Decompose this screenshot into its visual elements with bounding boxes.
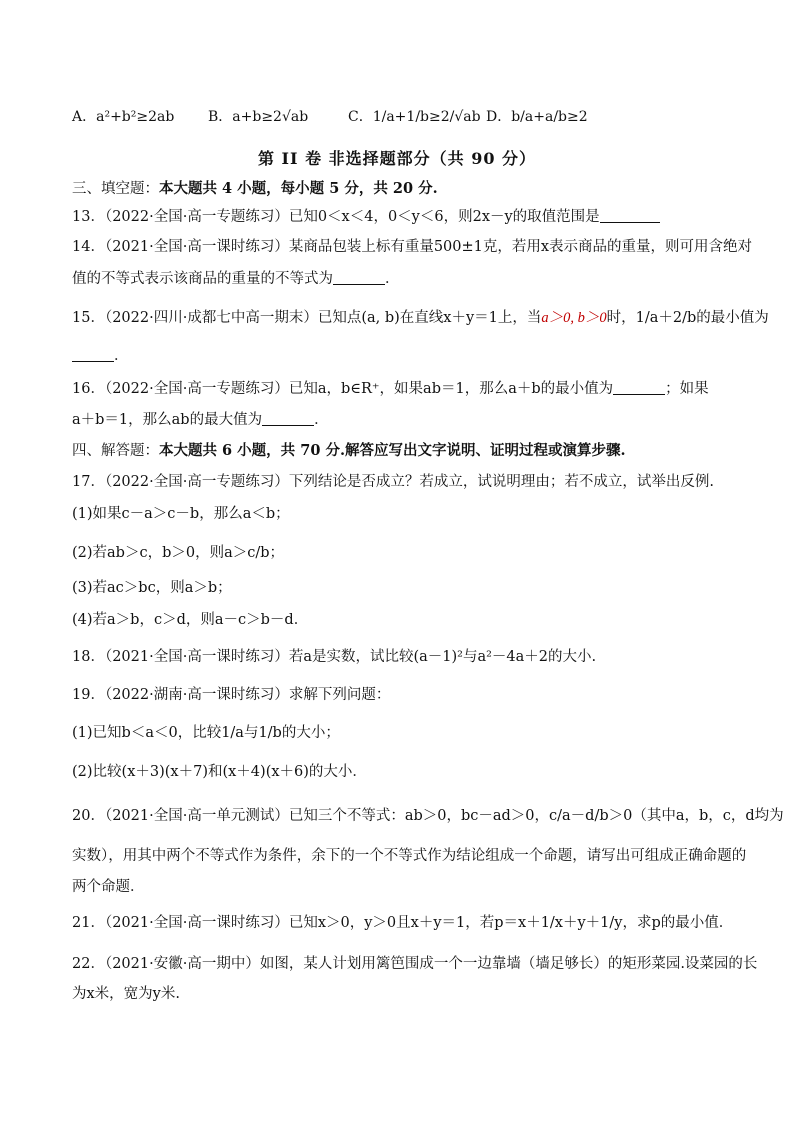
choice-a: A．a²+b²≥2ab [72, 109, 175, 125]
question-15-text-b: 时，1/a＋2/b的最小值为 [606, 310, 769, 326]
question-16-text-a: 16．（2022·全国·高一专题练习）已知a，b∈R⁺，如果ab＝1，那么a＋b的最小值为 [72, 381, 614, 397]
question-20-line-2: 实数），用其中两个不等式作为条件，余下的一个不等式作为结论组成一个命题，请写出可组成正确命题的 [72, 848, 747, 864]
question-16-text-b: ；如果 [665, 381, 709, 397]
question-17-part-3: (3)若ac＞bc，则a＞b； [72, 580, 232, 596]
question-22-line-2: 为x米，宽为y米. [72, 986, 180, 1002]
question-14-line-2: 值的不等式表示该商品的重量的不等式为 ． [72, 271, 400, 287]
question-22-line-1: 22．（2021·安徽·高一期中）如图，某人计划用篱笆围成一个一边靠墙（墙足够长）的矩形菜园.设菜园的长 [72, 956, 758, 972]
question-17: 17．（2022·全国·高一专题练习）下列结论是否成立？若成立，试说明理由；若不成立，试举出反例. [72, 474, 714, 490]
question-15-text-a: 15．（2022·四川·成都七中高一期末）已知点(a, b)在直线x＋y＝1上，当 [72, 310, 542, 326]
question-19: 19．（2022·湖南·高一课时练习）求解下列问题： [72, 687, 391, 703]
answer-blank[interactable] [262, 411, 314, 426]
answer-blank[interactable] [333, 270, 385, 285]
choice-d: D．b/a+a/b≥2 [486, 109, 588, 125]
question-16-line-2: a＋b＝1，那么ab的最大值为 ． [72, 412, 329, 428]
question-15-line-1 [72, 307, 769, 329]
choice-c: C．1/a+1/b≥2/√ab [348, 109, 481, 125]
question-20-line-1: 20．（2021·全国·高一单元测试）已知三个不等式：ab＞0，bc－ad＞0，c/a－d/b＞0（其中a，b，c，d均为 [72, 808, 784, 824]
choice-b: B．a+b≥2√ab [208, 109, 309, 125]
question-16-text-c: a＋b＝1，那么ab的最大值为 [72, 412, 263, 428]
question-13-text: 13．（2022·全国·高一专题练习）已知0＜x＜4，0＜y＜6，则2x－y的取值范围是 [72, 209, 600, 225]
question-19-part-1: (1)已知b＜a＜0，比较1/a与1/b的大小； [72, 725, 340, 741]
part4-heading-prefix: 四、解答题： [72, 443, 159, 459]
question-13 [72, 206, 732, 228]
part3-heading [72, 178, 732, 200]
part4-heading-bold: 本大题共 6 小题，共 70 分.解答应写出文字说明、证明过程或演算步骤. [159, 442, 626, 459]
question-17-part-4: (4)若a＞b，c＞d，则a－c＞b－d． [72, 612, 309, 628]
question-14-line-1: 14．（2021·全国·高一课时练习）某商品包装上标有重量500±1克，若用x表示商品的重量，则可用含绝对 [72, 239, 753, 255]
question-20-line-3: 两个命题． [72, 879, 145, 895]
answer-blank[interactable] [613, 380, 665, 395]
question-15-condition: a＞0, b＞0 [541, 310, 607, 326]
question-18: 18．（2021·全国·高一课时练习）若a是实数，试比较(a－1)²与a²－4a＋2的大小. [72, 649, 597, 665]
part3-heading-prefix: 三、填空题： [72, 181, 159, 197]
part3-heading-bold: 本大题共 4 小题，每小题 5 分，共 20 分. [159, 180, 438, 197]
answer-blank[interactable] [600, 208, 660, 223]
question-17-part-1: (1)如果c－a＞c－b，那么a＜b； [72, 506, 290, 522]
question-17-part-2: (2)若ab＞c，b＞0，则a＞c/b； [72, 545, 285, 561]
question-19-part-2: (2)比较(x＋3)(x＋7)和(x＋4)(x＋6)的大小． [72, 764, 367, 780]
question-14-text: 值的不等式表示该商品的重量的不等式为 [72, 271, 333, 287]
part4-heading [72, 440, 732, 462]
answer-blank[interactable] [72, 347, 114, 362]
section-title: 第 II 卷 非选择题部分（共 90 分） [257, 149, 537, 168]
question-15-line-2: ． [72, 345, 732, 367]
question-16-line-1 [72, 378, 732, 400]
question-21: 21．（2021·全国·高一课时练习）已知x＞0，y＞0且x＋y＝1，若p＝x＋1/x＋y＋1/y，求p的最小值． [72, 915, 734, 931]
